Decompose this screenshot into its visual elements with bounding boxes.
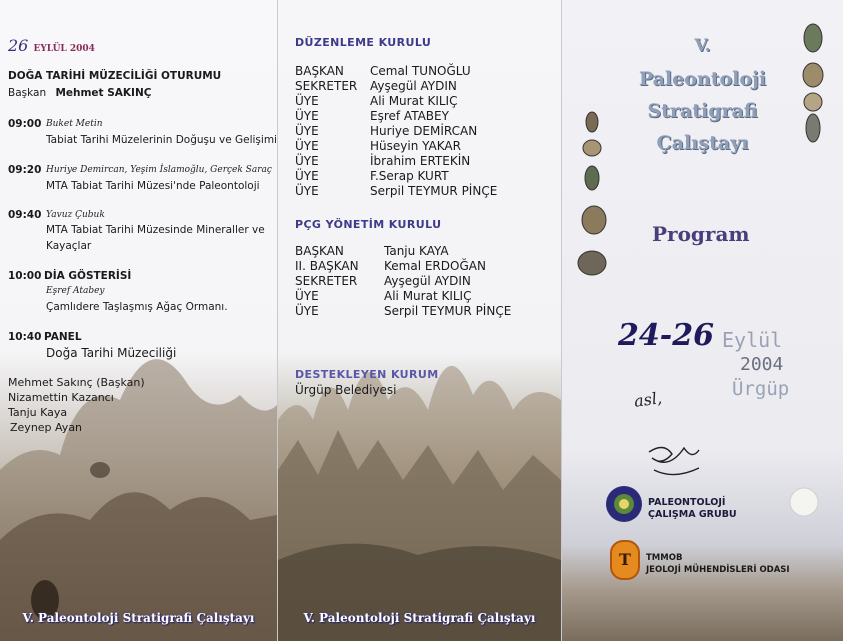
talk-time: 09:00 (8, 118, 42, 130)
committee1-title: DÜZENLEME KURULU (295, 36, 432, 49)
event-dates: 24-26 (618, 318, 714, 353)
committee-role: ÜYE (295, 124, 319, 138)
event-place: Ürgüp (732, 378, 790, 400)
paleontology-group-logo (604, 484, 644, 524)
program-heading: Program (652, 222, 750, 246)
committee-member: Ayşegül AYDIN (384, 274, 471, 288)
session-title: DOĞA TARİHİ MÜZECİLİĞİ OTURUMU (8, 70, 222, 82)
talk-title: Tabiat Tarihi Müzelerinin Doğuşu ve Gelişimi (46, 134, 277, 146)
committee-member: Serpil TEYMUR PİNÇE (384, 304, 512, 318)
logo1-text: ÇALIŞMA GRUBU (648, 509, 737, 520)
committee-role: SEKRETER (295, 274, 358, 288)
panelist: Zeynep Ayan (10, 421, 83, 434)
committee-role: II. BAŞKAN (295, 259, 359, 273)
middle-footer: V. Paleontoloji Stratigrafi Çalıştayı (303, 611, 536, 625)
handwritten-note: asl, (632, 388, 664, 411)
committee-role: ÜYE (295, 154, 319, 168)
sponsor-name: Ürgüp Belediyesi (295, 383, 397, 397)
event-title-line: Stratigrafi (647, 100, 758, 122)
committee-member: Ali Murat KILIÇ (370, 94, 458, 108)
committee-member: Serpil TEYMUR PİNÇE (370, 184, 498, 198)
talk-authors: Huriye Demircan, Yeşim İslamoğlu, Gerçek Saraç (46, 165, 272, 175)
committee-role: ÜYE (295, 184, 319, 198)
committee2-title: PÇG YÖNETİM KURULU (295, 218, 442, 231)
committee-role: ÜYE (295, 94, 319, 108)
panelist: Mehmet Sakınç (Başkan) (8, 376, 145, 389)
event-month: Eylül (722, 328, 783, 352)
left-footer: V. Paleontoloji Stratigrafi Çalıştayı (22, 611, 255, 625)
date-day: 26 (8, 36, 29, 55)
committee-member: Hüseyin YAKAR (370, 139, 461, 153)
chair-name: Mehmet SAKINÇ (55, 87, 152, 99)
committee-member: Tanju KAYA (384, 244, 449, 258)
committee-member: Eşref ATABEY (370, 109, 449, 123)
committee-role: ÜYE (295, 109, 319, 123)
committee-member: F.Serap KURT (370, 169, 449, 183)
committee-member: Huriye DEMİRCAN (370, 124, 478, 138)
talk-title: Kayaçlar (46, 240, 92, 252)
talk-time: 09:20 (8, 164, 42, 176)
talk-time: 10:00 (8, 270, 42, 282)
session-date (8, 36, 95, 55)
talk-authors: Buket Metin (46, 119, 103, 129)
panelist: Nizamettin Kazancı (8, 391, 114, 404)
cover-panel (562, 0, 843, 641)
date-month-year: EYLÜL 2004 (33, 44, 95, 54)
chair-label: Başkan (8, 87, 47, 99)
talk-authors: Yavuz Çubuk (46, 210, 105, 220)
logo1-text: PALEONTOLOJİ (648, 497, 726, 508)
event-year: 2004 (740, 354, 784, 375)
left-panel (0, 0, 277, 641)
event-title-line: Çalıştayı (656, 132, 749, 154)
panel-label: PANEL (44, 331, 82, 343)
moon-image (786, 484, 822, 520)
committee-role: ÜYE (295, 139, 319, 153)
committee-role: ÜYE (295, 304, 319, 318)
committee-member: Kemal ERDOĞAN (384, 259, 486, 273)
committee-role: ÜYE (295, 289, 319, 303)
geology-chamber-logo (610, 540, 640, 580)
committee-member: Cemal TUNOĞLU (370, 64, 471, 78)
talk-time: 09:40 (8, 209, 42, 221)
committee-member: Ayşegül AYDIN (370, 79, 457, 93)
talk-title: Çamlıdere Taşlaşmış Ağaç Ormanı. (46, 301, 228, 313)
session-chair (8, 87, 151, 99)
logo2-badge: T (619, 550, 631, 569)
panel-topic: Doğa Tarihi Müzeciliği (46, 346, 177, 360)
panel-time: 10:40 (8, 331, 42, 343)
committee-role: SEKRETER (295, 79, 358, 93)
talk-title: MTA Tabiat Tarihi Müzesi'nde Paleontoloji (46, 180, 260, 192)
signature-scribble (644, 440, 704, 485)
committee-role: ÜYE (295, 169, 319, 183)
panelist: Tanju Kaya (8, 406, 68, 419)
event-title-line: Paleontoloji (638, 68, 767, 90)
committee-member: İbrahim ERTEKİN (370, 154, 471, 168)
talk-title: MTA Tabiat Tarihi Müzesinde Mineraller ve (46, 224, 265, 236)
middle-panel (278, 0, 561, 641)
talk-authors: Eşref Atabey (46, 286, 105, 296)
logo2-text: TMMOB (646, 553, 683, 563)
talk-label: DİA GÖSTERİSİ (44, 270, 132, 282)
committee-member: Ali Murat KILIÇ (384, 289, 472, 303)
committee-role: BAŞKAN (295, 244, 344, 258)
logo2-text: JEOLOJİ MÜHENDİSLERİ ODASI (646, 565, 790, 575)
committee-role: BAŞKAN (295, 64, 344, 78)
edition-number: V. (694, 36, 711, 56)
sponsor-title: DESTEKLEYEN KURUM (295, 368, 439, 381)
